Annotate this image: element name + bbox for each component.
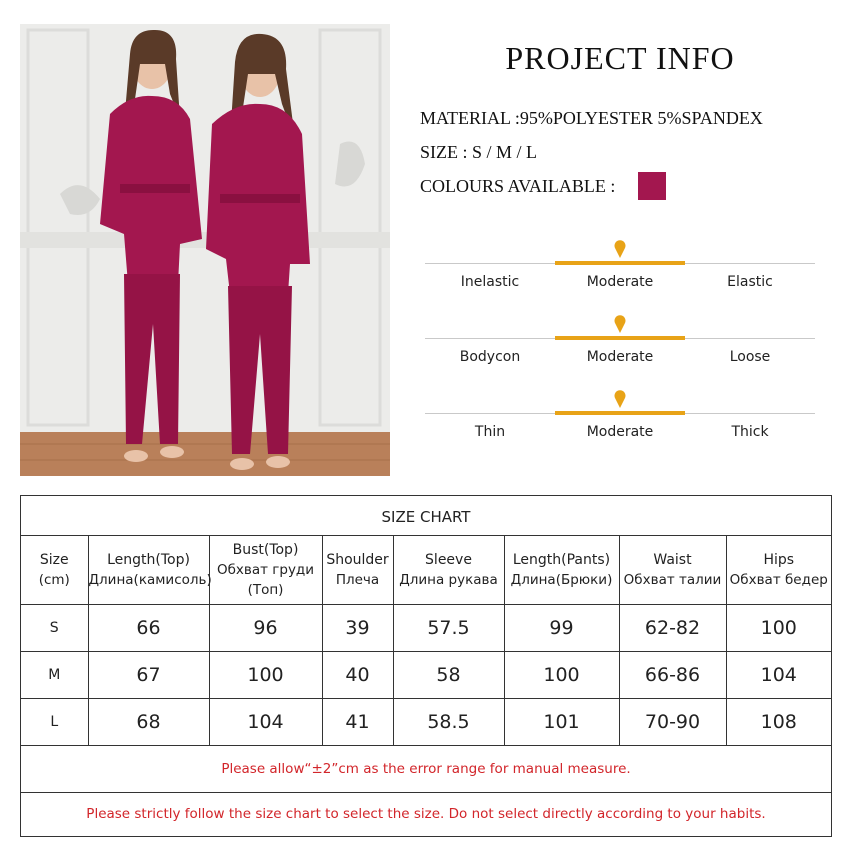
models-wearing-pajamas-image	[20, 24, 390, 476]
scale-left-label: Inelastic	[460, 274, 520, 290]
table-cell: 100	[504, 651, 619, 698]
table-cell: 100	[726, 604, 831, 651]
table-row	[21, 698, 831, 745]
table-cell: 66-86	[619, 651, 726, 698]
header-cell: Waist Обхват талии	[619, 536, 726, 604]
scale-middle-label: Moderate	[586, 274, 654, 290]
project-info-title: PROJECT INFO	[505, 40, 735, 76]
size-table	[21, 536, 831, 746]
fit-scale	[425, 315, 815, 365]
table-cell: 108	[726, 698, 831, 745]
table-cell: 66	[88, 604, 209, 651]
scale-selected-segment	[555, 336, 685, 340]
table-cell: 62-82	[619, 604, 726, 651]
table-cell: 58	[393, 651, 504, 698]
scale-selected-segment	[555, 411, 685, 415]
table-cell: 40	[322, 651, 393, 698]
table-row	[21, 651, 831, 698]
material-text: MATERIAL :95%POLYESTER 5%SPANDEX	[420, 108, 763, 128]
scale-middle-label: Moderate	[586, 349, 654, 365]
header-cell: Bust(Top) Обхват груди (Топ)	[209, 536, 322, 604]
header-cell: Length(Top) Длина(камисоль)	[88, 536, 209, 604]
size-chart-title: SIZE CHART	[21, 496, 831, 536]
scale-middle-label: Moderate	[586, 424, 654, 440]
scale-left-label: Bodycon	[459, 349, 521, 365]
table-cell: 104	[209, 698, 322, 745]
size-cell: L	[21, 698, 88, 745]
table-cell: 104	[726, 651, 831, 698]
table-cell: 96	[209, 604, 322, 651]
marker-pin-icon	[614, 240, 626, 258]
scale-selected-segment	[555, 261, 685, 265]
table-cell: 70-90	[619, 698, 726, 745]
table-cell: 99	[504, 604, 619, 651]
size-chart	[20, 495, 832, 837]
header-cell: Hips Обхват бедер	[726, 536, 831, 604]
table-header-row	[21, 536, 831, 604]
color-swatch	[638, 172, 666, 200]
thickness-scale	[425, 390, 815, 440]
size-cell: M	[21, 651, 88, 698]
scale-right-label: Thick	[731, 424, 769, 440]
table-cell: 41	[322, 698, 393, 745]
table-cell: 67	[88, 651, 209, 698]
table-cell: 58.5	[393, 698, 504, 745]
size-options-text: SIZE : S / M / L	[420, 142, 538, 162]
error-range-note: Please allow“±2”cm as the error range for manual measure.	[21, 746, 831, 793]
header-cell: Length(Pants) Длина(Брюки)	[504, 536, 619, 604]
header-cell: Size (cm)	[21, 536, 88, 604]
header-cell: Sleeve Длина рукава	[393, 536, 504, 604]
scale-right-label: Elastic	[727, 274, 773, 290]
scale-right-label: Loose	[729, 349, 771, 365]
table-cell: 68	[88, 698, 209, 745]
colours-available-label: COLOURS AVAILABLE :	[420, 176, 616, 196]
size-selection-note: Please strictly follow the size chart to select the size. Do not select directly according to your habits.	[86, 806, 766, 822]
elasticity-scale	[425, 240, 815, 290]
marker-pin-icon	[614, 390, 626, 408]
size-cell: S	[21, 604, 88, 651]
marker-pin-icon	[614, 315, 626, 333]
table-cell: 57.5	[393, 604, 504, 651]
product-photo	[20, 24, 390, 476]
table-cell: 101	[504, 698, 619, 745]
table-row	[21, 604, 831, 651]
scale-left-label: Thin	[474, 424, 506, 440]
header-cell: Shoulder Плеча	[322, 536, 393, 604]
table-cell: 100	[209, 651, 322, 698]
table-cell: 39	[322, 604, 393, 651]
